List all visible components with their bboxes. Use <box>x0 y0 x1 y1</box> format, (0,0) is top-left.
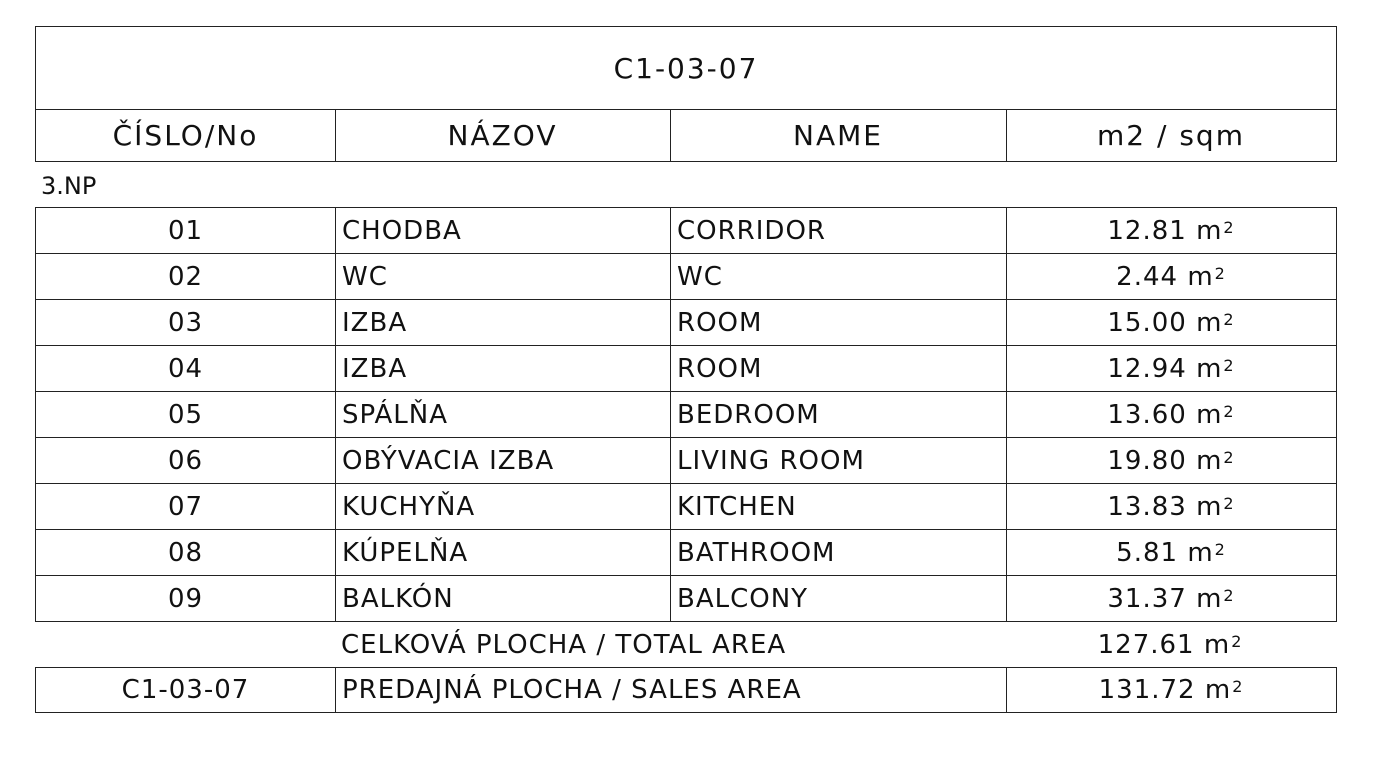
room-area-value: 31.37 <box>1107 584 1187 614</box>
room-number: 02 <box>167 262 204 292</box>
total-area <box>1005 622 1335 668</box>
room-number: 01 <box>167 216 204 246</box>
room-number: 04 <box>167 354 204 384</box>
room-name-sk: KÚPELŇA <box>342 538 469 568</box>
room-area-value: 5.81 <box>1116 538 1179 568</box>
unit-exponent: 2 <box>1223 447 1235 467</box>
room-name-sk: KUCHYŇA <box>342 492 476 522</box>
room-name-en: CORRIDOR <box>677 216 826 246</box>
table-row <box>36 484 1336 530</box>
unit: m <box>1196 446 1223 476</box>
room-name-en: WC <box>677 262 723 292</box>
room-name-sk: IZBA <box>342 308 408 338</box>
column-header-row <box>36 109 1336 161</box>
column-header-name-en: NAME <box>793 118 883 152</box>
unit: m <box>1196 308 1223 338</box>
total-area-value: 127.61 <box>1097 630 1195 660</box>
unit: m <box>1204 675 1232 705</box>
room-area-value: 19.80 <box>1107 446 1187 476</box>
room-number: 09 <box>167 584 204 614</box>
table-title: C1-03-07 <box>613 51 759 85</box>
room-area <box>1006 300 1336 346</box>
room-name-sk: BALKÓN <box>342 584 454 614</box>
unit: m <box>1196 492 1223 522</box>
room-name-sk: SPÁLŇA <box>342 400 449 430</box>
room-area <box>1006 530 1336 576</box>
room-area-value: 15.00 <box>1107 308 1187 338</box>
room-area <box>1006 254 1336 300</box>
floor-label: 3.NP <box>41 172 97 200</box>
table-row <box>36 346 1336 392</box>
sales-row <box>35 667 1337 713</box>
unit: m <box>1196 354 1223 384</box>
room-area <box>1006 392 1336 438</box>
room-area-value: 13.60 <box>1107 400 1187 430</box>
room-name-en: KITCHEN <box>677 492 797 522</box>
unit-exponent: 2 <box>1223 309 1235 329</box>
rooms-table <box>35 207 1337 622</box>
unit-exponent: 2 <box>1214 263 1226 283</box>
unit: m <box>1196 584 1223 614</box>
table-row <box>36 530 1336 576</box>
unit: m <box>1203 630 1231 660</box>
table-row <box>36 300 1336 346</box>
unit-exponent: 2 <box>1223 217 1235 237</box>
sales-number: C1-03-07 <box>121 675 250 705</box>
room-number: 06 <box>167 446 204 476</box>
room-area-value: 13.83 <box>1107 492 1187 522</box>
room-name-sk: WC <box>342 262 388 292</box>
room-name-sk: IZBA <box>342 354 408 384</box>
table-row <box>36 208 1336 254</box>
column-header-number: ČÍSLO/No <box>112 118 259 152</box>
column-header-area: m2 / sqm <box>1097 118 1245 152</box>
sales-area-value: 131.72 <box>1098 675 1196 705</box>
sales-area <box>1006 668 1336 712</box>
room-number: 08 <box>167 538 204 568</box>
room-name-en: LIVING ROOM <box>677 446 865 476</box>
room-area-value: 12.81 <box>1107 216 1187 246</box>
unit: m <box>1196 216 1223 246</box>
room-name-en: BALCONY <box>677 584 809 614</box>
room-area <box>1006 346 1336 392</box>
room-number: 07 <box>167 492 204 522</box>
table-row <box>36 254 1336 300</box>
room-name-en: ROOM <box>677 308 763 338</box>
sales-label: PREDAJNÁ PLOCHA / SALES AREA <box>342 675 802 705</box>
room-name-en: ROOM <box>677 354 763 384</box>
unit-exponent: 2 <box>1223 355 1235 375</box>
room-name-sk: CHODBA <box>342 216 462 246</box>
room-area <box>1006 576 1336 622</box>
table-header-block <box>35 26 1337 162</box>
room-name-en: BATHROOM <box>677 538 836 568</box>
room-area <box>1006 438 1336 484</box>
table-row <box>36 576 1336 622</box>
room-number: 03 <box>167 308 204 338</box>
unit-exponent: 2 <box>1223 401 1235 421</box>
unit-exponent: 2 <box>1214 539 1226 559</box>
room-area <box>1006 484 1336 530</box>
table-row <box>36 392 1336 438</box>
unit-exponent: 2 <box>1223 493 1235 513</box>
room-name-sk: OBÝVACIA IZBA <box>342 446 555 476</box>
unit: m <box>1187 538 1214 568</box>
unit: m <box>1187 262 1214 292</box>
room-area <box>1006 208 1336 254</box>
room-number: 05 <box>167 400 204 430</box>
unit: m <box>1196 400 1223 430</box>
total-label: CELKOVÁ PLOCHA / TOTAL AREA <box>341 630 787 660</box>
total-row <box>35 622 1337 668</box>
room-name-en: BEDROOM <box>677 400 820 430</box>
table-row <box>36 438 1336 484</box>
room-area-value: 12.94 <box>1107 354 1187 384</box>
unit-exponent: 2 <box>1232 676 1244 696</box>
unit-exponent: 2 <box>1231 631 1243 651</box>
unit-exponent: 2 <box>1223 585 1235 605</box>
room-area-value: 2.44 <box>1116 262 1179 292</box>
column-header-name-sk: NÁZOV <box>447 118 558 152</box>
